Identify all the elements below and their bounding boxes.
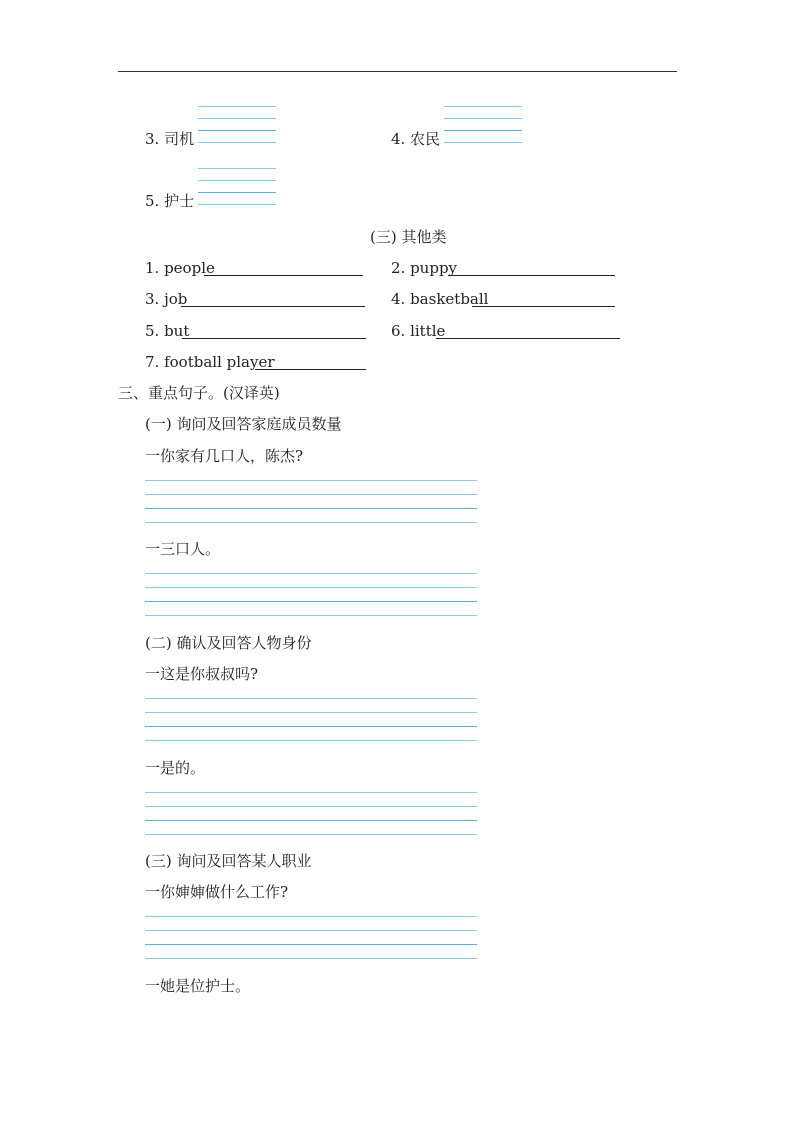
top-rule	[118, 71, 677, 72]
answer-line-but[interactable]	[182, 338, 366, 339]
writing-grid-q1[interactable]	[145, 480, 477, 522]
section-title: 三、重点句子。(汉译英)	[118, 384, 280, 402]
answer-3: 一她是位护士。	[145, 977, 251, 995]
word-basketball: 4. basketball	[391, 290, 489, 308]
answer-line-people[interactable]	[204, 275, 363, 276]
word-football-player: 7. football player	[145, 353, 275, 371]
occupation-item-3: 3. 司机	[145, 130, 195, 148]
answer-line-basketball[interactable]	[472, 306, 615, 307]
question-1: 一你家有几口人，陈杰?	[145, 447, 304, 465]
writing-grid-a2[interactable]	[145, 792, 477, 834]
answer-line-football-player[interactable]	[255, 369, 366, 370]
others-heading: (三) 其他类	[370, 228, 447, 246]
word-job: 3. job	[145, 290, 188, 308]
writing-grid-3[interactable]	[198, 106, 276, 142]
word-but: 5. but	[145, 322, 190, 340]
answer-1: 一三口人。	[145, 540, 221, 558]
question-2: 一这是你叔叔吗?	[145, 665, 259, 683]
writing-grid-q3[interactable]	[145, 916, 477, 958]
subsection-heading-3: (三) 询问及回答某人职业	[145, 852, 312, 870]
writing-grid-4[interactable]	[444, 106, 522, 142]
occupation-item-4: 4. 农民	[391, 130, 441, 148]
word-puppy: 2. puppy	[391, 259, 458, 277]
word-people: 1. people	[145, 259, 215, 277]
writing-grid-q2[interactable]	[145, 698, 477, 740]
answer-line-job[interactable]	[181, 306, 365, 307]
answer-line-little[interactable]	[436, 338, 620, 339]
word-little: 6. little	[391, 322, 446, 340]
answer-2: 一是的。	[145, 759, 206, 777]
writing-grid-5[interactable]	[198, 168, 276, 204]
question-3: 一你婶婶做什么工作?	[145, 883, 289, 901]
subsection-heading-1: (一) 询问及回答家庭成员数量	[145, 415, 342, 433]
occupation-item-5: 5. 护士	[145, 192, 195, 210]
subsection-heading-2: (二) 确认及回答人物身份	[145, 634, 312, 652]
writing-grid-a1[interactable]	[145, 573, 477, 615]
answer-line-puppy[interactable]	[448, 275, 615, 276]
